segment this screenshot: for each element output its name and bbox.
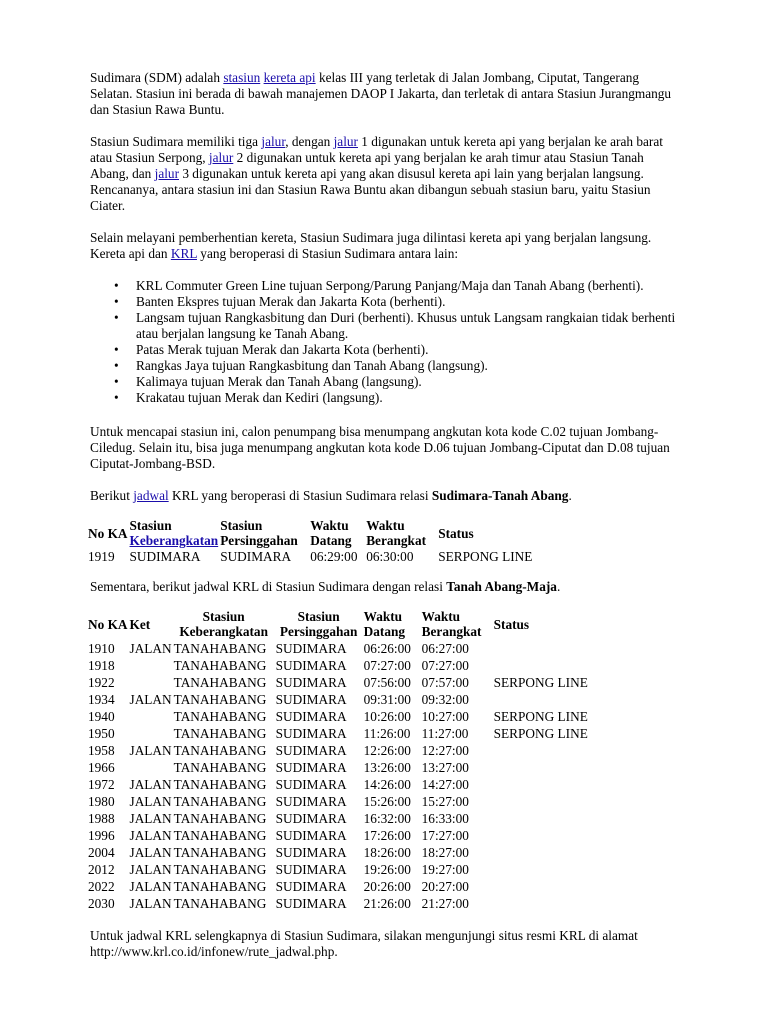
text-run: KRL yang beroperasi di Stasiun Sudimara relasi (168, 488, 432, 503)
text-run: . (568, 488, 572, 503)
jalur-paragraph (90, 134, 678, 214)
link-keberangkatan[interactable]: Keberangkatan (129, 533, 219, 548)
cell-asal: SUDIMARA (129, 549, 201, 564)
cell-singgah: SUDIMARA (275, 794, 347, 809)
cell-no-ka: 1918 (88, 658, 115, 673)
table-header-row (88, 609, 590, 640)
cell-ket (130, 674, 174, 691)
cell-singgah: SUDIMARA (275, 760, 347, 775)
header-ket: Ket (129, 616, 151, 632)
cell-no-ka: 1940 (88, 709, 115, 724)
services-list (90, 278, 678, 406)
cell-berangkat: 06:30:00 (366, 549, 414, 564)
cell-berangkat: 18:27:00 (421, 845, 469, 860)
link-jalur[interactable]: jalur (333, 134, 358, 149)
list-item: • Krakatau tujuan Merak dan Kediri (langsung). (136, 390, 678, 406)
intro-paragraph (90, 70, 678, 118)
text-run: Sudimara (SDM) adalah (90, 70, 224, 85)
table-row (88, 844, 590, 861)
cell-no-ka: 2022 (88, 879, 115, 894)
link-krl[interactable]: KRL (170, 246, 197, 261)
cell-singgah: SUDIMARA (275, 641, 347, 656)
cell-ket: JALAN (129, 862, 172, 877)
cell-no-ka: 1972 (88, 777, 115, 792)
footer-paragraph: Untuk jadwal KRL selengkapnya di Stasiun Sudimara, silakan mengunjungi situs resmi KRL di alamat http://www.krl.co.id/infonew/rute_jadwal.php. (90, 928, 638, 959)
cell-ket: JALAN (129, 845, 172, 860)
link-kereta-api[interactable]: kereta api (263, 70, 316, 85)
table-header-row (88, 518, 534, 548)
cell-datang: 18:26:00 (363, 845, 411, 860)
cell-asal: TANAHABANG (173, 845, 267, 860)
table-row (88, 742, 590, 759)
cell-status: SERPONG LINE (493, 726, 588, 741)
cell-no-ka: 2012 (88, 862, 115, 877)
list-item: • Banten Ekspres tujuan Merak dan Jakarta Kota (berhenti). (136, 294, 678, 310)
cell-ket: JALAN (129, 743, 172, 758)
cell-asal: TANAHABANG (173, 862, 267, 877)
cell-ket: JALAN (129, 794, 172, 809)
cell-ket: JALAN (129, 811, 172, 826)
cell-singgah: SUDIMARA (275, 828, 347, 843)
table-row (88, 861, 590, 878)
schedule-table-tanahabang-maja (88, 609, 590, 912)
cell-ket: JALAN (129, 896, 172, 911)
cell-ket (130, 657, 174, 674)
link-jalur[interactable]: jalur (208, 150, 234, 165)
header-keberangkatan: Stasiun Keberangkatan (179, 609, 268, 639)
link-jadwal[interactable]: jadwal (133, 488, 169, 503)
cell-berangkat: 17:27:00 (421, 828, 469, 843)
cell-datang: 21:26:00 (363, 896, 411, 911)
cell-no-ka: 2030 (88, 896, 115, 911)
cell-datang: 14:26:00 (363, 777, 411, 792)
cell-datang: 12:26:00 (363, 743, 411, 758)
cell-singgah: SUDIMARA (275, 709, 347, 724)
cell-ket (130, 725, 174, 742)
cell-status: SERPONG LINE (493, 675, 588, 690)
table-row (88, 776, 590, 793)
header-text: Stasiun (129, 518, 172, 533)
cell-singgah: SUDIMARA (275, 862, 347, 877)
table-row (88, 725, 590, 742)
cell-asal: TANAHABANG (173, 675, 267, 690)
jadwal2-intro (90, 579, 678, 595)
cell-asal: TANAHABANG (173, 658, 267, 673)
cell-no-ka: 1922 (88, 675, 115, 690)
table-row (88, 708, 590, 725)
cell-status (494, 895, 590, 912)
cell-asal: TANAHABANG (173, 692, 267, 707)
header-no-ka: No KA (88, 525, 128, 541)
cell-ket: JALAN (129, 641, 172, 656)
cell-berangkat: 13:27:00 (421, 760, 469, 775)
cell-datang: 07:56:00 (363, 675, 411, 690)
header-stasiun-keberangkatan (130, 518, 221, 548)
header-status: Status (493, 616, 530, 632)
cell-singgah: SUDIMARA (275, 879, 347, 894)
cell-no-ka: 1966 (88, 760, 115, 775)
cell-singgah: SUDIMARA (275, 692, 347, 707)
text-run: Berikut (90, 488, 134, 503)
cell-status (494, 759, 590, 776)
list-item: • Langsam tujuan Rangkasbitung dan Duri (berhenti). Khusus untuk Langsam rangkaian tidak berhenti atau berjalan langsung ke Tanah Abang. (136, 310, 678, 342)
cell-status (494, 742, 590, 759)
table-row (88, 810, 590, 827)
cell-asal: TANAHABANG (173, 641, 267, 656)
cell-ket: JALAN (129, 692, 172, 707)
cell-asal: TANAHABANG (173, 828, 267, 843)
angkutan-paragraph: Untuk mencapai stasiun ini, calon penumpang bisa menumpang angkutan kota kode C.02 tujuan Jombang-Ciledug. Selain itu, bisa juga menumpang angkutan kota kode D.06 tujuan Jombang-Ciputat dan D.08 tujuan Ciputat-Jombang-BSD. (90, 424, 670, 471)
jadwal1-intro (90, 488, 678, 504)
services-intro-paragraph (90, 230, 678, 262)
cell-berangkat: 09:32:00 (421, 692, 469, 707)
cell-datang: 17:26:00 (363, 828, 411, 843)
cell-status (494, 691, 590, 708)
cell-no-ka: 1950 (88, 726, 115, 741)
text-run: Selain melayani pemberhentian kereta, Stasiun Sudimara juga dilintasi kereta api yang berjalan langsung. Kereta api dan (90, 230, 652, 261)
text-run: Stasiun Sudimara memiliki tiga (90, 134, 262, 149)
table-row (88, 827, 590, 844)
cell-berangkat: 06:27:00 (421, 641, 469, 656)
list-item: • Kalimaya tujuan Merak dan Tanah Abang (langsung). (136, 374, 678, 390)
cell-asal: TANAHABANG (173, 879, 267, 894)
list-item: • Patas Merak tujuan Merak dan Jakarta Kota (berhenti). (136, 342, 678, 358)
cell-berangkat: 21:27:00 (421, 896, 469, 911)
cell-singgah: SUDIMARA (275, 896, 347, 911)
table-body (88, 640, 590, 912)
header-persinggahan: Stasiun Persinggahan (220, 518, 298, 548)
cell-no-ka: 1996 (88, 828, 115, 843)
cell-ket: JALAN (129, 879, 172, 894)
cell-asal: TANAHABANG (173, 709, 267, 724)
cell-datang: 07:27:00 (363, 658, 411, 673)
cell-berangkat: 11:27:00 (421, 726, 469, 741)
cell-datang: 16:32:00 (363, 811, 411, 826)
link-jalur[interactable]: jalur (261, 134, 286, 149)
list-item: • Rangkas Jaya tujuan Rangkasbitung dan Tanah Abang (langsung). (136, 358, 678, 374)
cell-asal: TANAHABANG (173, 743, 267, 758)
schedule-table-sudimara-tanahabang (88, 518, 534, 565)
cell-asal: TANAHABANG (173, 777, 267, 792)
header-waktu-datang: Waktu Datang (363, 609, 406, 639)
cell-no-ka: 1910 (88, 641, 115, 656)
cell-asal: TANAHABANG (173, 760, 267, 775)
cell-berangkat: 12:27:00 (421, 743, 469, 758)
text-run: kelas III yang terletak di Jalan Jombang, Ciputat, Tangerang Selatan. Stasiun ini berada di bawah manajemen DAOP I Jakarta, dan terletak di antara Stasiun Jurangmangu dan Stasiun Rawa Buntu. (90, 70, 672, 117)
table-row (88, 548, 534, 565)
text-run: 3 digunakan untuk kereta api yang akan disusul kereta api lain yang berjalan langsung. Rencananya, antara stasiun ini dan Stasiun Rawa Buntu akan dibangun sebuah stasiun baru, yaitu Stasiun Ciater. (90, 166, 651, 213)
cell-berangkat: 10:27:00 (421, 709, 469, 724)
cell-status (494, 657, 590, 674)
cell-datang: 11:26:00 (363, 726, 411, 741)
cell-berangkat: 07:57:00 (421, 675, 469, 690)
cell-singgah: SUDIMARA (275, 726, 347, 741)
relation-bold: Tanah Abang-Maja (446, 579, 557, 594)
header-no-ka: No KA (88, 616, 128, 632)
cell-asal: TANAHABANG (173, 896, 267, 911)
list-item: • KRL Commuter Green Line tujuan Serpong/Parung Panjang/Maja dan Tanah Abang (berhenti). (136, 278, 678, 294)
cell-berangkat: 15:27:00 (421, 794, 469, 809)
header-waktu-berangkat: Waktu Berangkat (421, 609, 482, 639)
cell-berangkat: 19:27:00 (421, 862, 469, 877)
cell-berangkat: 16:33:00 (421, 811, 469, 826)
cell-status (494, 810, 590, 827)
cell-status (494, 861, 590, 878)
header-waktu-berangkat: Waktu Berangkat (366, 518, 427, 548)
cell-datang: 09:31:00 (363, 692, 411, 707)
relation-bold: Sudimara-Tanah Abang (431, 488, 569, 503)
link-jalur[interactable]: jalur (154, 166, 179, 181)
cell-no-ka: 1919 (88, 549, 115, 564)
cell-ket (130, 708, 174, 725)
table-row (88, 640, 590, 657)
cell-status: SERPONG LINE (493, 709, 588, 724)
cell-status (494, 640, 590, 657)
cell-singgah: SUDIMARA (220, 549, 292, 564)
text-run: 1 digunakan untuk kereta api yang berjalan ke arah barat atau Stasiun Serpong, (90, 134, 663, 165)
cell-singgah: SUDIMARA (275, 658, 347, 673)
cell-ket: JALAN (129, 777, 172, 792)
table-row (88, 793, 590, 810)
table-row (88, 895, 590, 912)
text-run: Sementara, berikut jadwal KRL di Stasiun Sudimara dengan relasi (90, 579, 447, 594)
table-row (88, 878, 590, 895)
cell-ket (130, 759, 174, 776)
cell-asal: TANAHABANG (173, 811, 267, 826)
cell-berangkat: 14:27:00 (421, 777, 469, 792)
cell-status (494, 793, 590, 810)
cell-berangkat: 07:27:00 (421, 658, 469, 673)
cell-asal: TANAHABANG (173, 726, 267, 741)
text-run: . (556, 579, 561, 594)
table-row (88, 759, 590, 776)
cell-status (494, 827, 590, 844)
cell-datang: 13:26:00 (363, 760, 411, 775)
header-persinggahan: Stasiun Persinggahan (279, 609, 358, 639)
cell-no-ka: 1958 (88, 743, 115, 758)
cell-status (494, 776, 590, 793)
link-stasiun[interactable]: stasiun (223, 70, 261, 85)
cell-no-ka: 1988 (88, 811, 115, 826)
cell-status: SERPONG LINE (438, 549, 533, 564)
cell-singgah: SUDIMARA (275, 675, 347, 690)
header-status: Status (438, 525, 474, 541)
cell-berangkat: 20:27:00 (421, 879, 469, 894)
cell-datang: 10:26:00 (363, 709, 411, 724)
cell-asal: TANAHABANG (173, 794, 267, 809)
cell-no-ka: 1980 (88, 794, 115, 809)
cell-ket: JALAN (129, 828, 172, 843)
cell-no-ka: 2004 (88, 845, 115, 860)
text-run: yang beroperasi di Stasiun Sudimara antara lain: (196, 246, 459, 261)
cell-datang: 06:29:00 (310, 549, 358, 564)
cell-singgah: SUDIMARA (275, 743, 347, 758)
table-row (88, 674, 590, 691)
text-run: , dengan (285, 134, 334, 149)
cell-no-ka: 1934 (88, 692, 115, 707)
text-run: 2 digunakan untuk kereta api yang berjalan ke arah timur atau Stasiun Tanah Abang, dan (90, 150, 644, 181)
cell-singgah: SUDIMARA (275, 777, 347, 792)
cell-status (494, 844, 590, 861)
cell-singgah: SUDIMARA (275, 845, 347, 860)
table-row (88, 691, 590, 708)
cell-status (494, 878, 590, 895)
cell-datang: 20:26:00 (363, 879, 411, 894)
article-body (90, 70, 678, 960)
cell-datang: 19:26:00 (363, 862, 411, 877)
cell-singgah: SUDIMARA (275, 811, 347, 826)
cell-datang: 06:26:00 (363, 641, 411, 656)
header-waktu-datang: Waktu Datang (310, 518, 352, 548)
table-row (88, 657, 590, 674)
cell-datang: 15:26:00 (363, 794, 411, 809)
